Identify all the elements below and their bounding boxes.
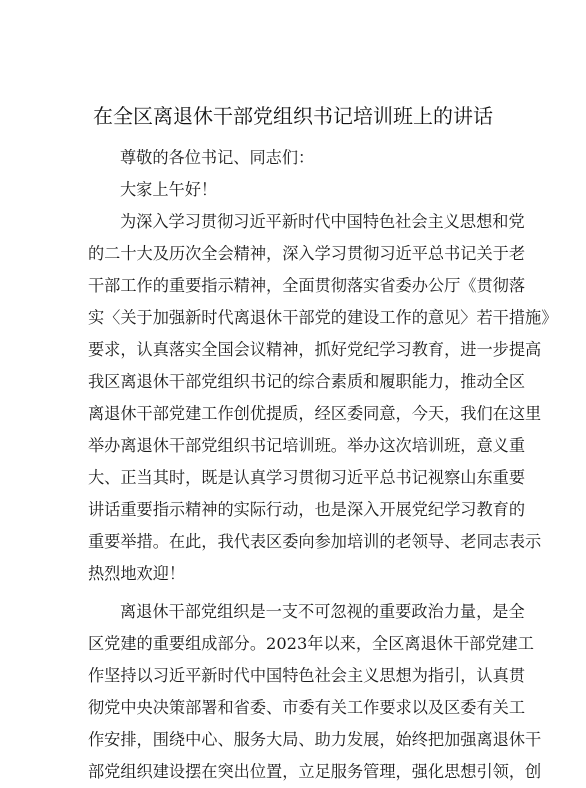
paragraph-line: 为深入学习贯彻习近平新时代中国特色社会主义思想和党 [120,212,525,231]
paragraph-line: 彻党中央决策部署和省委、市委有关工作要求以及区委有关工 [88,698,526,717]
paragraph-line: 重要举措。在此，我代表区委向参加培训的老领导、老同志表示 [88,532,542,551]
paragraph-line: 离退休干部党组织是一支不可忽视的重要政治力量，是全 [120,602,525,621]
paragraph-line: 我区离退休干部党组织书记的综合素质和履职能力，推动全区 [88,372,526,391]
paragraph-line: 大、正当其时，既是认真学习贯彻习近平总书记视察山东重要 [88,468,526,487]
paragraph-line: 讲话重要指示精神的实际行动，也是深入开展党纪学习教育的 [88,500,526,519]
paragraph-line: 部党组织建设摆在突出位置，立足服务管理，强化思想引领，创 [88,762,542,781]
greeting: 大家上午好！ [120,180,218,199]
paragraph-line: 要求，认真落实全国会议精神，抓好党纪学习教育，进一步提高 [88,340,542,359]
document-body [88,142,558,788]
paragraph-line: 作坚持以习近平新时代中国特色社会主义思想为指引，认真贯 [88,666,526,685]
salutation: 尊敬的各位书记、同志们： [120,148,315,167]
paragraph-line: 实〈关于加强新时代离退休干部党的建设工作的意见〉若干措施》 [88,308,558,327]
paragraph-line: 干部工作的重要指示精神，全面贯彻落实省委办公厅《贯彻落 [88,276,526,295]
paragraph-line: 作安排，围绕中心、服务大局、助力发展，始终把加强离退休干 [88,730,542,749]
paragraph-line: 区党建的重要组成部分。2023年以来，全区离退休干部党建工 [88,634,534,653]
document-title: 在全区离退休干部党组织书记培训班上的讲话 [93,104,493,128]
paragraph-line: 举办离退休干部党组织书记培训班。举办这次培训班，意义重 [88,436,526,455]
paragraph-line: 的二十大及历次全会精神，深入学习贯彻习近平总书记关于老 [88,244,526,263]
paragraph-line: 离退休干部党建工作创优提质，经区委同意，今天，我们在这里 [88,404,542,423]
paragraph-line: 热烈地欢迎！ [88,564,186,583]
